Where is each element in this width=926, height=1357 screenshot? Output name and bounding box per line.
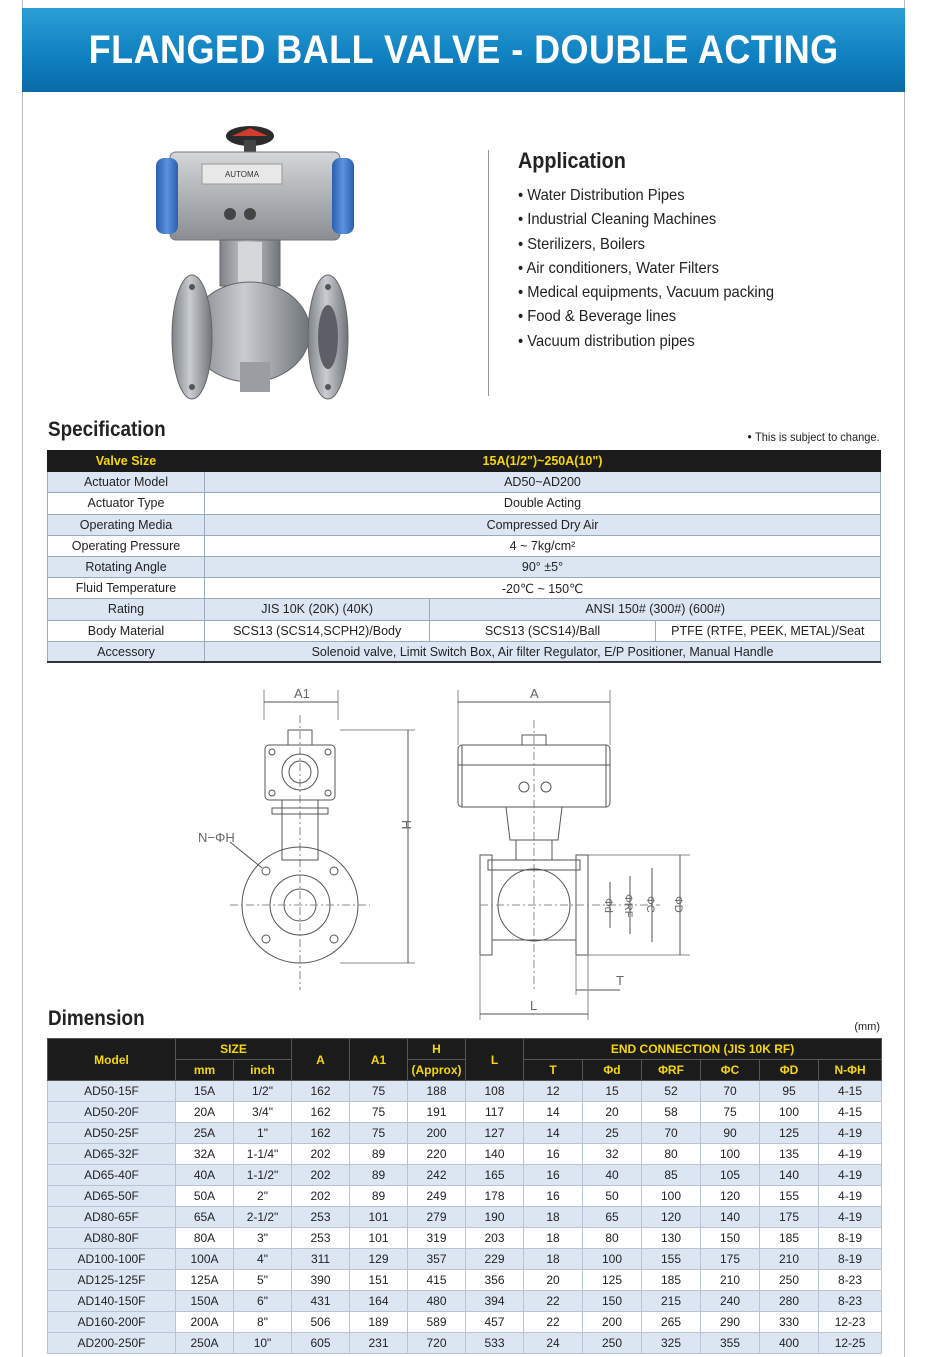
table-cell: 101 (350, 1228, 408, 1249)
spec-key: Fluid Temperature (48, 578, 205, 599)
table-cell: 325 (642, 1333, 701, 1354)
table-cell: 253 (292, 1207, 350, 1228)
table-cell: AD140-150F (48, 1291, 176, 1312)
table-cell: 457 (466, 1312, 524, 1333)
spec-value: 4 ~ 7kg/cm² (205, 535, 881, 556)
table-row (48, 1123, 882, 1144)
application-item: • Air conditioners, Water Filters (518, 257, 774, 281)
table-cell: 32A (176, 1144, 234, 1165)
spec-value: Double Acting (205, 493, 881, 514)
table-cell: 533 (466, 1333, 524, 1354)
table-cell: 40 (583, 1165, 642, 1186)
table-cell: 4-19 (819, 1207, 882, 1228)
application-item: • Industrial Cleaning Machines (518, 208, 774, 232)
table-cell: 117 (466, 1102, 524, 1123)
col-t: T (524, 1060, 583, 1081)
table-cell: 65 (583, 1207, 642, 1228)
table-cell: 127 (466, 1123, 524, 1144)
table-cell: 100 (701, 1144, 760, 1165)
table-cell: 58 (642, 1102, 701, 1123)
technical-drawing (190, 680, 710, 1025)
table-cell: 8" (234, 1312, 292, 1333)
spec-key: Rotating Angle (48, 556, 205, 577)
table-cell: 8-23 (819, 1270, 882, 1291)
table-row (48, 1312, 882, 1333)
table-cell: 4-19 (819, 1186, 882, 1207)
valve-product-photo (150, 122, 360, 412)
table-cell: 279 (408, 1207, 466, 1228)
dim-label-a1: A1 (294, 686, 310, 701)
table-row (48, 1186, 882, 1207)
table-cell: 431 (292, 1291, 350, 1312)
table-cell: AD50-15F (48, 1081, 176, 1102)
table-row (48, 1207, 882, 1228)
spec-row (48, 556, 881, 577)
table-cell: 231 (350, 1333, 408, 1354)
table-cell: AD65-32F (48, 1144, 176, 1165)
table-cell: 95 (760, 1081, 819, 1102)
table-cell: 12-25 (819, 1333, 882, 1354)
table-cell: 3" (234, 1228, 292, 1249)
application-item: • Medical equipments, Vacuum packing (518, 281, 774, 305)
table-cell: 3/4" (234, 1102, 292, 1123)
table-row (48, 1249, 882, 1270)
table-cell: 120 (701, 1186, 760, 1207)
table-cell: 20A (176, 1102, 234, 1123)
col-orf: ΦRF (642, 1060, 701, 1081)
table-cell: 85 (642, 1165, 701, 1186)
col-h-approx: (Approx) (408, 1060, 466, 1081)
table-cell: 10" (234, 1333, 292, 1354)
table-row (48, 1144, 882, 1165)
table-cell: 24 (524, 1333, 583, 1354)
table-cell: 210 (701, 1270, 760, 1291)
table-cell: 400 (760, 1333, 819, 1354)
table-row (48, 1081, 882, 1102)
table-cell: 210 (760, 1249, 819, 1270)
table-cell: 162 (292, 1081, 350, 1102)
table-cell: 150 (701, 1228, 760, 1249)
table-cell: 165 (466, 1165, 524, 1186)
table-cell: 12-23 (819, 1312, 882, 1333)
table-cell: 1/2" (234, 1081, 292, 1102)
table-cell: 40A (176, 1165, 234, 1186)
table-cell: 253 (292, 1228, 350, 1249)
page-title: FLANGED BALL VALVE - DOUBLE ACTING (88, 27, 839, 72)
table-row (48, 1333, 882, 1354)
table-cell: 506 (292, 1312, 350, 1333)
table-cell: 125 (583, 1270, 642, 1291)
table-cell: 280 (760, 1291, 819, 1312)
dim-label-od: Φd (602, 898, 614, 913)
table-cell: 52 (642, 1081, 701, 1102)
spec-value-jis: JIS 10K (20K) (40K) (205, 599, 430, 620)
table-cell: 6" (234, 1291, 292, 1312)
application-section (518, 148, 796, 354)
dim-label-a: A (530, 686, 539, 701)
col-end-connection: END CONNECTION (JIS 10K RF) (524, 1039, 882, 1060)
table-cell: 4" (234, 1249, 292, 1270)
table-cell: 14 (524, 1102, 583, 1123)
table-cell: 4-19 (819, 1165, 882, 1186)
specification-note: • This is subject to change. (748, 429, 880, 444)
table-cell: AD100-100F (48, 1249, 176, 1270)
table-cell: 155 (760, 1186, 819, 1207)
table-cell: 140 (466, 1144, 524, 1165)
col-model: Model (48, 1039, 176, 1081)
table-cell: 394 (466, 1291, 524, 1312)
table-cell: 200 (583, 1312, 642, 1333)
spec-key: Actuator Type (48, 493, 205, 514)
table-cell: 15A (176, 1081, 234, 1102)
table-cell: 75 (701, 1102, 760, 1123)
dim-label-n-oh: N−ΦH (198, 830, 235, 845)
table-cell: 100 (760, 1102, 819, 1123)
table-cell: 155 (642, 1249, 701, 1270)
table-cell: 202 (292, 1144, 350, 1165)
vertical-divider (488, 150, 489, 396)
spec-value: AD50~AD200 (205, 472, 881, 493)
table-cell: 200 (408, 1123, 466, 1144)
table-cell: 80 (583, 1228, 642, 1249)
table-cell: 16 (524, 1144, 583, 1165)
table-cell: 1" (234, 1123, 292, 1144)
spec-row (48, 493, 881, 514)
application-item: • Water Distribution Pipes (518, 184, 774, 208)
table-cell: 191 (408, 1102, 466, 1123)
table-cell: AD65-40F (48, 1165, 176, 1186)
spec-value-seat: PTFE (RTFE, PEEK, METAL)/Seat (655, 620, 880, 641)
table-cell: 100 (642, 1186, 701, 1207)
table-cell: 190 (466, 1207, 524, 1228)
table-cell: AD200-250F (48, 1333, 176, 1354)
dimension-table-body (48, 1081, 882, 1354)
table-cell: 202 (292, 1186, 350, 1207)
table-cell: 18 (524, 1249, 583, 1270)
table-cell: 4-19 (819, 1123, 882, 1144)
application-item: • Vacuum distribution pipes (518, 330, 774, 354)
col-inch: inch (234, 1060, 292, 1081)
table-cell: 8-23 (819, 1291, 882, 1312)
table-cell: 70 (642, 1123, 701, 1144)
table-cell: 89 (350, 1165, 408, 1186)
table-cell: 589 (408, 1312, 466, 1333)
table-cell: 178 (466, 1186, 524, 1207)
spec-row (48, 514, 881, 535)
col-a1: A1 (350, 1039, 408, 1081)
table-cell: 14 (524, 1123, 583, 1144)
spec-key: Valve Size (48, 451, 205, 472)
spec-value: -20℃ ~ 150℃ (205, 578, 881, 599)
table-cell: AD80-65F (48, 1207, 176, 1228)
table-cell: 355 (701, 1333, 760, 1354)
table-cell: 75 (350, 1123, 408, 1144)
table-cell: 80A (176, 1228, 234, 1249)
dim-label-oc: ΦC (644, 896, 656, 913)
col-l: L (466, 1039, 524, 1081)
table-cell: 162 (292, 1123, 350, 1144)
spec-key: Rating (48, 599, 205, 620)
table-cell: 25 (583, 1123, 642, 1144)
table-cell: 480 (408, 1291, 466, 1312)
table-cell: 162 (292, 1102, 350, 1123)
table-cell: 100 (583, 1249, 642, 1270)
col-size: SIZE (176, 1039, 292, 1060)
table-cell: 290 (701, 1312, 760, 1333)
table-cell: 90 (701, 1123, 760, 1144)
spec-key: Accessory (48, 641, 205, 662)
spec-value: 90° ±5° (205, 556, 881, 577)
table-cell: 18 (524, 1228, 583, 1249)
table-cell: AD125-125F (48, 1270, 176, 1291)
table-cell: 129 (350, 1249, 408, 1270)
table-cell: 250 (583, 1333, 642, 1354)
table-cell: 108 (466, 1081, 524, 1102)
spec-row (48, 472, 881, 493)
table-row (48, 1270, 882, 1291)
spec-value-ansi: ANSI 150# (300#) (600#) (430, 599, 881, 620)
table-cell: 200A (176, 1312, 234, 1333)
table-cell: 605 (292, 1333, 350, 1354)
table-cell: 135 (760, 1144, 819, 1165)
table-cell: 150A (176, 1291, 234, 1312)
table-cell: 164 (350, 1291, 408, 1312)
table-cell: 20 (524, 1270, 583, 1291)
table-cell: 32 (583, 1144, 642, 1165)
table-cell: 720 (408, 1333, 466, 1354)
dimension-heading: Dimension (48, 1007, 145, 1030)
col-h: H (408, 1039, 466, 1060)
table-cell: 140 (760, 1165, 819, 1186)
table-cell: 89 (350, 1144, 408, 1165)
spec-key: Body Material (48, 620, 205, 641)
table-cell: 16 (524, 1165, 583, 1186)
spec-row-rating (48, 599, 881, 620)
title-banner (22, 8, 905, 92)
table-row (48, 1228, 882, 1249)
table-row (48, 1291, 882, 1312)
spec-row (48, 535, 881, 556)
table-cell: 12 (524, 1081, 583, 1102)
table-cell: AD80-80F (48, 1228, 176, 1249)
spec-row-body-material (48, 620, 881, 641)
specification-heading: Specification (48, 418, 166, 441)
spec-value: 15A(1/2")~250A(10") (205, 451, 881, 472)
table-cell: AD50-25F (48, 1123, 176, 1144)
table-cell: 215 (642, 1291, 701, 1312)
table-cell: 185 (760, 1228, 819, 1249)
table-cell: 319 (408, 1228, 466, 1249)
col-oc: ΦC (701, 1060, 760, 1081)
table-cell: 4-19 (819, 1144, 882, 1165)
table-cell: 20 (583, 1102, 642, 1123)
table-cell: 75 (350, 1081, 408, 1102)
table-cell: 188 (408, 1081, 466, 1102)
table-cell: 125A (176, 1270, 234, 1291)
table-cell: 330 (760, 1312, 819, 1333)
front-view-drawing (458, 686, 690, 1020)
table-cell: 151 (350, 1270, 408, 1291)
spec-value: Solenoid valve, Limit Switch Box, Air filter Regulator, E/P Positioner, Manual Handle (205, 641, 881, 662)
table-cell: AD65-50F (48, 1186, 176, 1207)
col-od: Φd (583, 1060, 642, 1081)
table-cell: 150 (583, 1291, 642, 1312)
table-cell: 220 (408, 1144, 466, 1165)
col-oD: ΦD (760, 1060, 819, 1081)
table-cell: 2-1/2" (234, 1207, 292, 1228)
table-cell: 8-19 (819, 1228, 882, 1249)
dimension-table (47, 1038, 882, 1354)
col-a: A (292, 1039, 350, 1081)
table-cell: 203 (466, 1228, 524, 1249)
table-cell: 18 (524, 1207, 583, 1228)
table-cell: 22 (524, 1312, 583, 1333)
table-cell: 80 (642, 1144, 701, 1165)
spec-key: Operating Media (48, 514, 205, 535)
table-cell: 1-1/4" (234, 1144, 292, 1165)
table-cell: 250A (176, 1333, 234, 1354)
dim-label-l: L (530, 998, 538, 1013)
application-item: • Food & Beverage lines (518, 305, 774, 329)
table-cell: 50 (583, 1186, 642, 1207)
table-cell: 175 (760, 1207, 819, 1228)
spec-header-row (48, 451, 881, 472)
table-cell: 65A (176, 1207, 234, 1228)
spec-row-accessory (48, 641, 881, 662)
dim-label-t: T (616, 973, 624, 988)
table-cell: 357 (408, 1249, 466, 1270)
table-cell: 25A (176, 1123, 234, 1144)
table-row (48, 1102, 882, 1123)
dim-label-orf: ΦRF (622, 894, 634, 918)
table-cell: 125 (760, 1123, 819, 1144)
col-noh: N-ΦH (819, 1060, 882, 1081)
table-cell: 75 (350, 1102, 408, 1123)
spec-key: Operating Pressure (48, 535, 205, 556)
table-cell: 89 (350, 1186, 408, 1207)
table-cell: 70 (701, 1081, 760, 1102)
table-cell: 311 (292, 1249, 350, 1270)
side-view-drawing (198, 686, 415, 990)
table-cell: 130 (642, 1228, 701, 1249)
col-mm: mm (176, 1060, 234, 1081)
spec-key: Actuator Model (48, 472, 205, 493)
table-cell: 240 (701, 1291, 760, 1312)
dim-label-oD: ΦD (672, 896, 684, 913)
table-row (48, 1165, 882, 1186)
table-cell: 105 (701, 1165, 760, 1186)
spec-value-ball: SCS13 (SCS14)/Ball (430, 620, 655, 641)
table-cell: 4-15 (819, 1102, 882, 1123)
application-item: • Sterilizers, Boilers (518, 233, 774, 257)
table-cell: 140 (701, 1207, 760, 1228)
spec-value: Compressed Dry Air (205, 514, 881, 535)
table-cell: 50A (176, 1186, 234, 1207)
application-heading: Application (518, 148, 626, 173)
table-cell: AD50-20F (48, 1102, 176, 1123)
dimension-unit: (mm) (854, 1021, 880, 1033)
table-cell: 185 (642, 1270, 701, 1291)
table-cell: 22 (524, 1291, 583, 1312)
table-cell: 202 (292, 1165, 350, 1186)
table-cell: 4-15 (819, 1081, 882, 1102)
table-cell: 265 (642, 1312, 701, 1333)
table-cell: 249 (408, 1186, 466, 1207)
table-cell: 242 (408, 1165, 466, 1186)
spec-row (48, 578, 881, 599)
dim-label-h: H (399, 820, 414, 830)
table-cell: 8-19 (819, 1249, 882, 1270)
table-cell: AD160-200F (48, 1312, 176, 1333)
table-cell: 189 (350, 1312, 408, 1333)
table-cell: 101 (350, 1207, 408, 1228)
application-list (518, 184, 796, 354)
specification-table (47, 450, 881, 663)
table-cell: 5" (234, 1270, 292, 1291)
photo-brand-label: AUTOMA (224, 170, 260, 179)
table-cell: 175 (701, 1249, 760, 1270)
table-cell: 415 (408, 1270, 466, 1291)
spec-value-body: SCS13 (SCS14,SCPH2)/Body (205, 620, 430, 641)
table-cell: 1-1/2" (234, 1165, 292, 1186)
table-cell: 120 (642, 1207, 701, 1228)
table-cell: 356 (466, 1270, 524, 1291)
table-cell: 100A (176, 1249, 234, 1270)
table-cell: 15 (583, 1081, 642, 1102)
table-cell: 250 (760, 1270, 819, 1291)
dim-header-row (48, 1039, 882, 1060)
table-cell: 2" (234, 1186, 292, 1207)
table-cell: 390 (292, 1270, 350, 1291)
table-cell: 16 (524, 1186, 583, 1207)
table-cell: 229 (466, 1249, 524, 1270)
